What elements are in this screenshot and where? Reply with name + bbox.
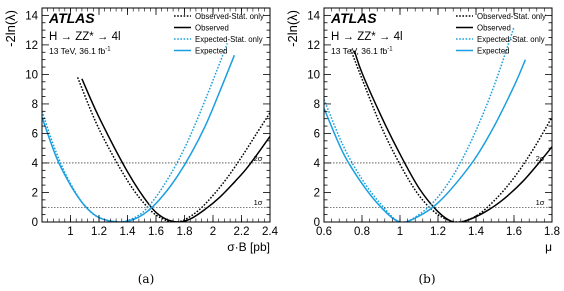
x-tick-label: 0.6 xyxy=(316,226,332,238)
energy-text: 13 TeV, 36.1 fb xyxy=(331,46,388,56)
series-line xyxy=(82,79,270,222)
x-tick-label: 1 xyxy=(396,226,404,238)
reference-line-label: 1σ xyxy=(535,198,545,208)
energy-superscript: -1 xyxy=(387,46,393,53)
x-tick-label: 1.8 xyxy=(176,226,193,238)
y-tick-label: 12 xyxy=(307,39,320,52)
x-tick-label: 1.6 xyxy=(148,226,164,238)
x-axis-label: σ·B [pb] xyxy=(227,240,270,254)
legend-label: Expected-Stat. only xyxy=(195,34,263,44)
y-tick-label: 10 xyxy=(307,69,320,82)
series-line xyxy=(354,51,552,223)
reference-line-label: 2σ xyxy=(535,153,545,163)
series-line xyxy=(42,43,227,222)
series-line xyxy=(78,77,270,222)
y-tick-label: 2 xyxy=(31,187,38,200)
process-label: H → ZZ* → 4l xyxy=(49,31,121,43)
x-tick-label: 1.6 xyxy=(506,226,522,238)
x-tick-label: 0.8 xyxy=(354,226,370,238)
curves xyxy=(42,43,270,222)
energy-label xyxy=(331,46,393,56)
y-tick-label: 0 xyxy=(313,217,320,229)
x-tick-label: 1.4 xyxy=(119,226,136,238)
curves xyxy=(324,27,552,222)
series-line xyxy=(42,55,234,222)
x-tick-label: 2.2 xyxy=(233,226,250,238)
y-tick-label: 10 xyxy=(25,69,38,82)
process-label: H → ZZ* → 4l xyxy=(331,31,403,43)
legend-label: Observed xyxy=(477,23,511,33)
legend-label: Expected xyxy=(477,46,510,56)
y-tick-label: 0 xyxy=(31,217,38,229)
y-tick-label: 6 xyxy=(313,128,320,141)
x-tick-label: 1 xyxy=(67,226,74,238)
reference-line-label: 2σ xyxy=(253,153,263,163)
y-tick-label: 4 xyxy=(313,157,320,170)
reference-line-label: 1σ xyxy=(253,198,263,208)
panel-caption: (b) xyxy=(418,272,436,286)
y-axis-label: -2ln(λ) xyxy=(285,10,300,47)
x-tick-label: 1.8 xyxy=(544,226,560,238)
legend-label: Observed-Stat. only xyxy=(477,11,546,21)
y-tick-label: 12 xyxy=(25,39,38,52)
experiment-label: ATLAS xyxy=(49,10,95,26)
x-tick-label: 2.4 xyxy=(262,226,278,238)
y-tick-label: 6 xyxy=(31,128,38,141)
series-line xyxy=(324,27,514,222)
energy-superscript: -1 xyxy=(105,46,111,53)
y-tick-label: 14 xyxy=(307,10,320,23)
x-axis-label: μ xyxy=(545,240,552,254)
panel-caption: (a) xyxy=(137,272,155,286)
energy-text: 13 TeV, 36.1 fb xyxy=(49,46,106,56)
energy-label xyxy=(49,46,111,56)
y-tick-label: 14 xyxy=(25,10,38,23)
legend-label: Expected-Stat. only xyxy=(477,34,545,44)
y-axis-label: -2ln(λ) xyxy=(3,10,18,47)
experiment-label: ATLAS xyxy=(331,10,377,26)
x-tick-label: 1.4 xyxy=(468,226,484,238)
y-tick-label: 4 xyxy=(31,157,38,170)
panel-b xyxy=(285,8,560,286)
y-tick-label: 8 xyxy=(313,98,320,111)
x-tick-label: 2 xyxy=(209,226,217,238)
x-tick-label: 1.2 xyxy=(91,226,107,238)
legend-label: Expected xyxy=(195,46,228,56)
legend-label: Observed-Stat. only xyxy=(195,11,264,21)
y-tick-label: 8 xyxy=(31,98,38,111)
legend-label: Observed xyxy=(195,23,229,33)
panel-a xyxy=(3,8,279,286)
y-tick-label: 2 xyxy=(313,187,320,200)
x-tick-label: 1.2 xyxy=(430,226,446,238)
